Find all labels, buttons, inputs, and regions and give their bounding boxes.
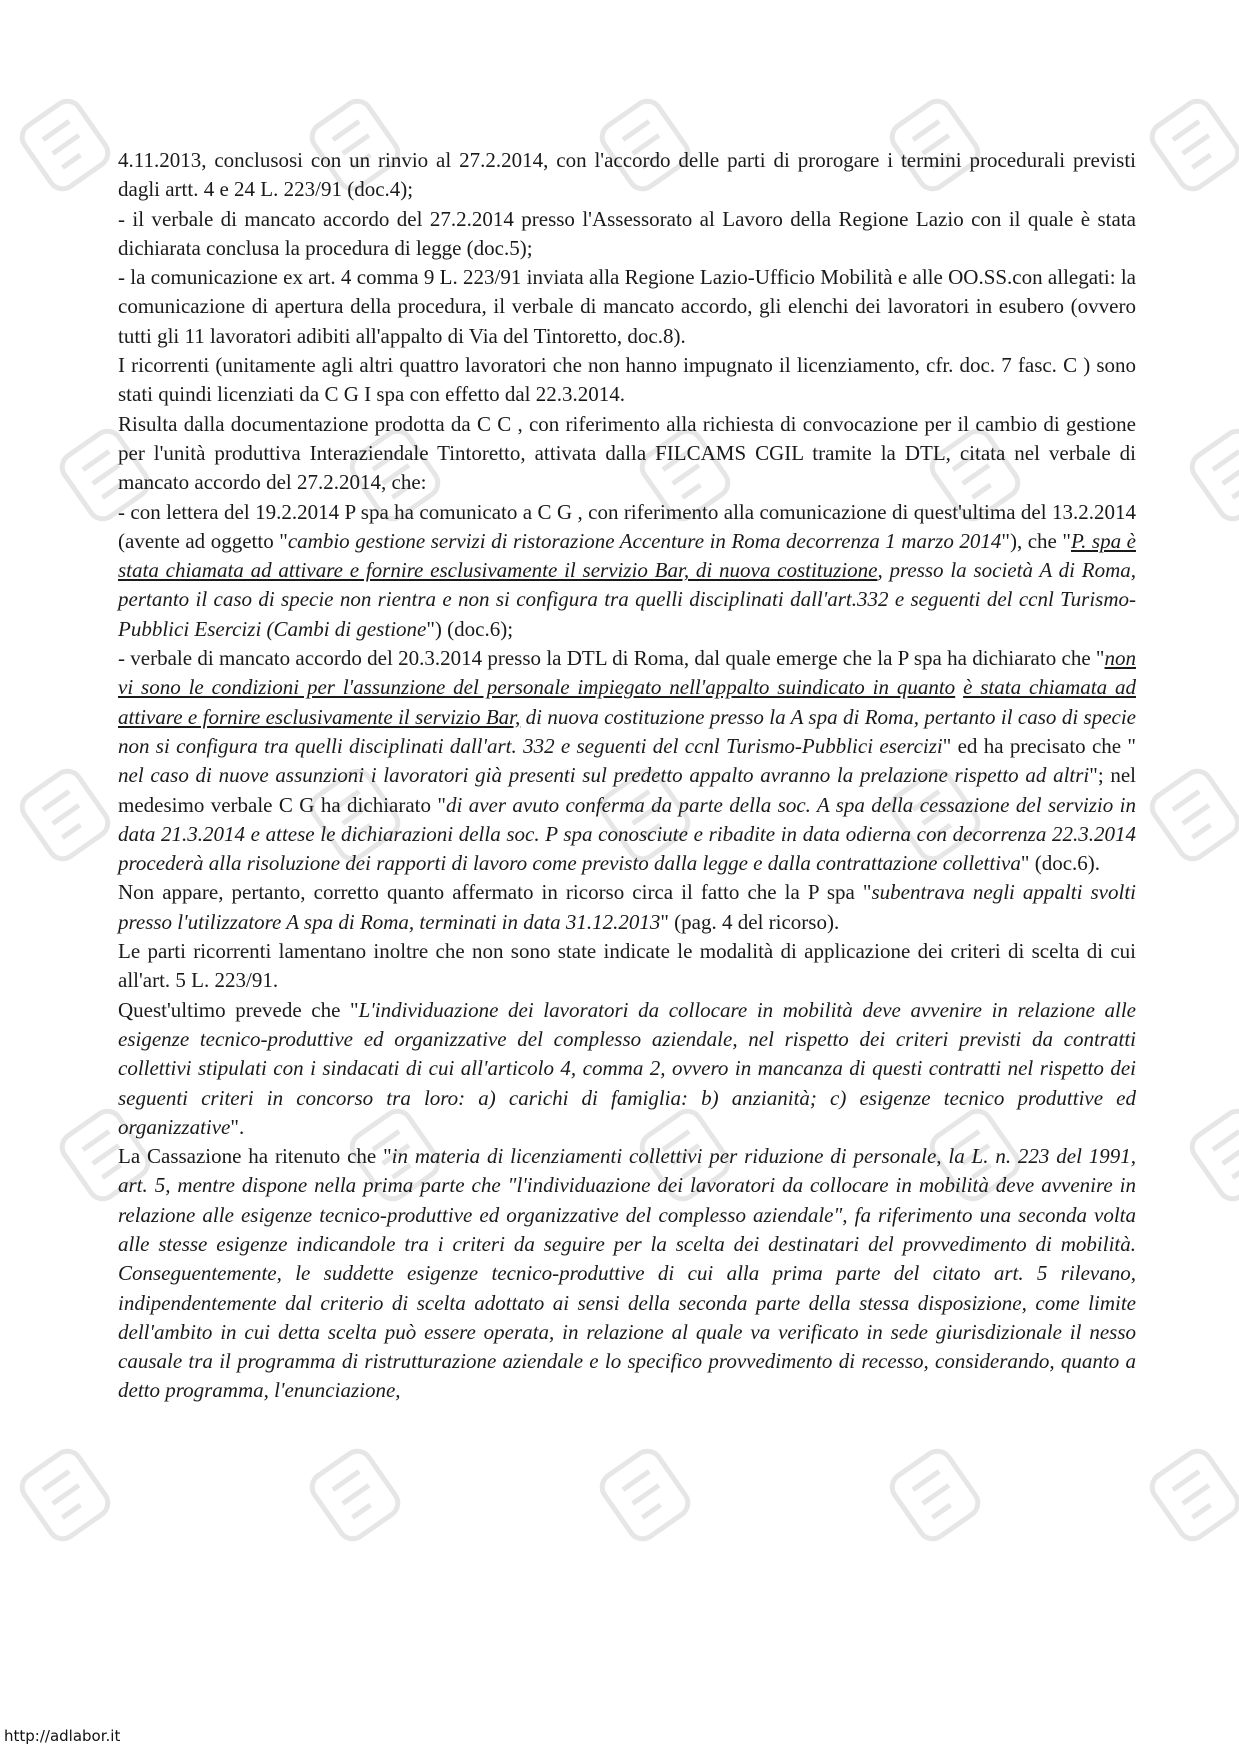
paragraph-ricorrenti: I ricorrenti (unitamente agli altri quattro lavoratori che non hanno impugnato il licenziamento, cfr. doc. 7 fasc. C ) sono stati quindi licenziati da C G I spa con effetto dal 22.3.2014.	[118, 353, 1136, 407]
document-page	[118, 146, 1136, 1406]
watermark-icon	[300, 1440, 410, 1550]
watermark-icon	[1180, 420, 1239, 530]
paragraph-procedure-dates: 4.11.2013, conclusosi con un rinvio al 27.2.2014, con l'accordo delle parti di prorogare i termini procedurali previsti dagli artt. 4 e 24 L. 223/91 (doc.4);	[118, 148, 1136, 202]
paragraph-non-appare: Non appare, pertanto, corretto quanto affermato in ricorso circa il fatto che la P spa "subentrava negli appalti svolti presso l'utilizzatore A spa di Roma, terminati in data 31.12.2013" (pag. 4 del ricorso).	[118, 880, 1136, 934]
watermark-icon	[1140, 90, 1239, 200]
paragraph-documentazione: Risulta dalla documentazione prodotta da C C , con riferimento alla richiesta di convocazione per il cambio di gestione per l'unità produttiva Interaziendale Tintoretto, attivata dalla FILCAMS CGIL tramite la DTL, citata nel verbale di mancato accordo del 27.2.2014, che:	[118, 411, 1136, 495]
paragraph-lettera: - con lettera del 19.2.2014 P spa ha comunicato a C G , con riferimento alla comunicazione di quest'ultima del 13.2.2014 (avente ad oggetto "cambio gestione servizi di ristorazione Accenture in Roma decorrenza 1 marzo 2014"), che "P. spa è stata chiamata ad attivare e fornire esclusivamente il servizio Bar, di nuova costituzione, presso la società A di Roma, pertanto il caso di specie non rientra e non si configura tra quelli disciplinati dall'art.332 e seguenti del ccnl Turismo-Pubblici Esercizi (Cambi di gestione") (doc.6);	[118, 499, 1136, 641]
watermark-icon	[880, 1440, 990, 1550]
watermark-icon	[10, 760, 120, 870]
paragraph-verbale-regione: - il verbale di mancato accordo del 27.2.2014 presso l'Assessorato al Lavoro della Regione Lazio con il quale è stata dichiarata conclusa la procedura di legge (doc.5);	[118, 206, 1136, 260]
watermark-icon	[1140, 760, 1239, 870]
watermark-icon	[10, 1440, 120, 1550]
paragraph-cassazione: La Cassazione ha ritenuto che "in materia di licenziamenti collettivi per riduzione di personale, la L. n. 223 del 1991, art. 5, mentre dispone nella prima parte che "l'individuazione dei lavoratori da collocare in mobilità deve avvenire in relazione alle esigenze tecnico-produttive ed organizzative del complesso aziendale", fa riferimento una seconda volta alle stesse esigenze indicandole tra i criteri da seguire per la scelta dei destinatari del provvedimento di mobilità. Conseguentemente, le suddette esigenze tecnico-produttive di cui alla prima parte del citato art. 5 rilevano, indipendentemente dal criterio di scelta adottato ai sensi della seconda parte della stessa disposizione, come limite dell'ambito in cui detta scelta può essere operata, in relazione al quale va verificato in sede giurisdizionale il nesso causale tra il programma di ristrutturazione aziendale e lo specifico provvedimento di recesso, considerando, quanto a detto programma, l'enunciazione,	[118, 1144, 1136, 1403]
paragraph-quest-ultimo: Quest'ultimo prevede che "L'individuazione dei lavoratori da collocare in mobilità deve avvenire in relazione alle esigenze tecnico-produttive ed organizzative del complesso aziendale, nel rispetto dei criteri previsti da contratti collettivi stipulati con i sindacati di cui all'articolo 4, comma 2, ovvero in mancanza di questi contratti nel rispetto dei seguenti criteri in concorso tra loro: a) carichi di famiglia: b) anzianità; c) esigenze tecnico produttive ed organizzative".	[118, 997, 1136, 1139]
watermark-icon	[10, 90, 120, 200]
watermark-icon	[1180, 1100, 1239, 1210]
watermark-icon	[1140, 1440, 1239, 1550]
watermark-icon	[590, 1440, 700, 1550]
paragraph-verbale-dtl: - verbale di mancato accordo del 20.3.2014 presso la DTL di Roma, dal quale emerge che la P spa ha dichiarato che "non vi sono le condizioni per l'assunzione del personale impiegato nell'appalto suindicato in quanto è stata chiamata ad attivare e fornire esclusivamente il servizio Bar, di nuova costituzione presso la A spa di Roma, pertanto il caso di specie non si configura tra quelli disciplinati dall'art. 332 e seguenti del ccnl Turismo-Pubblici esercizi" ed ha precisato che " nel caso di nuove assunzioni i lavoratori già presenti sul predetto appalto avranno la prelazione rispetto ad altri"; nel medesimo verbale C G ha dichiarato "di aver avuto conferma da parte della soc. A spa della cessazione del servizio in data 21.3.2014 e attese le dichiarazioni della soc. P spa conosciute e ribadite in data odierna con decorrenza 22.3.2014 procederà alla risoluzione dei rapporti di lavoro come previsto dalla legge e dalla contrattazione collettiva" (doc.6).	[118, 646, 1137, 876]
paragraph-parti-ricorrenti: Le parti ricorrenti lamentano inoltre che non sono state indicate le modalità di applicazione dei criteri di scelta di cui all'art. 5 L. 223/91.	[118, 939, 1136, 993]
paragraph-comunicazione: - la comunicazione ex art. 4 comma 9 L. 223/91 inviata alla Regione Lazio-Ufficio Mobilità e alle OO.SS.con allegati: la comunicazione di apertura della procedura, il verbale di mancato accordo, gli elenchi dei lavoratori in esubero (ovvero tutti gli 11 lavoratori adibiti all'appalto di Via del Tintoretto, doc.8).	[118, 265, 1136, 348]
footer-url: http://adlabor.it	[4, 1727, 121, 1745]
